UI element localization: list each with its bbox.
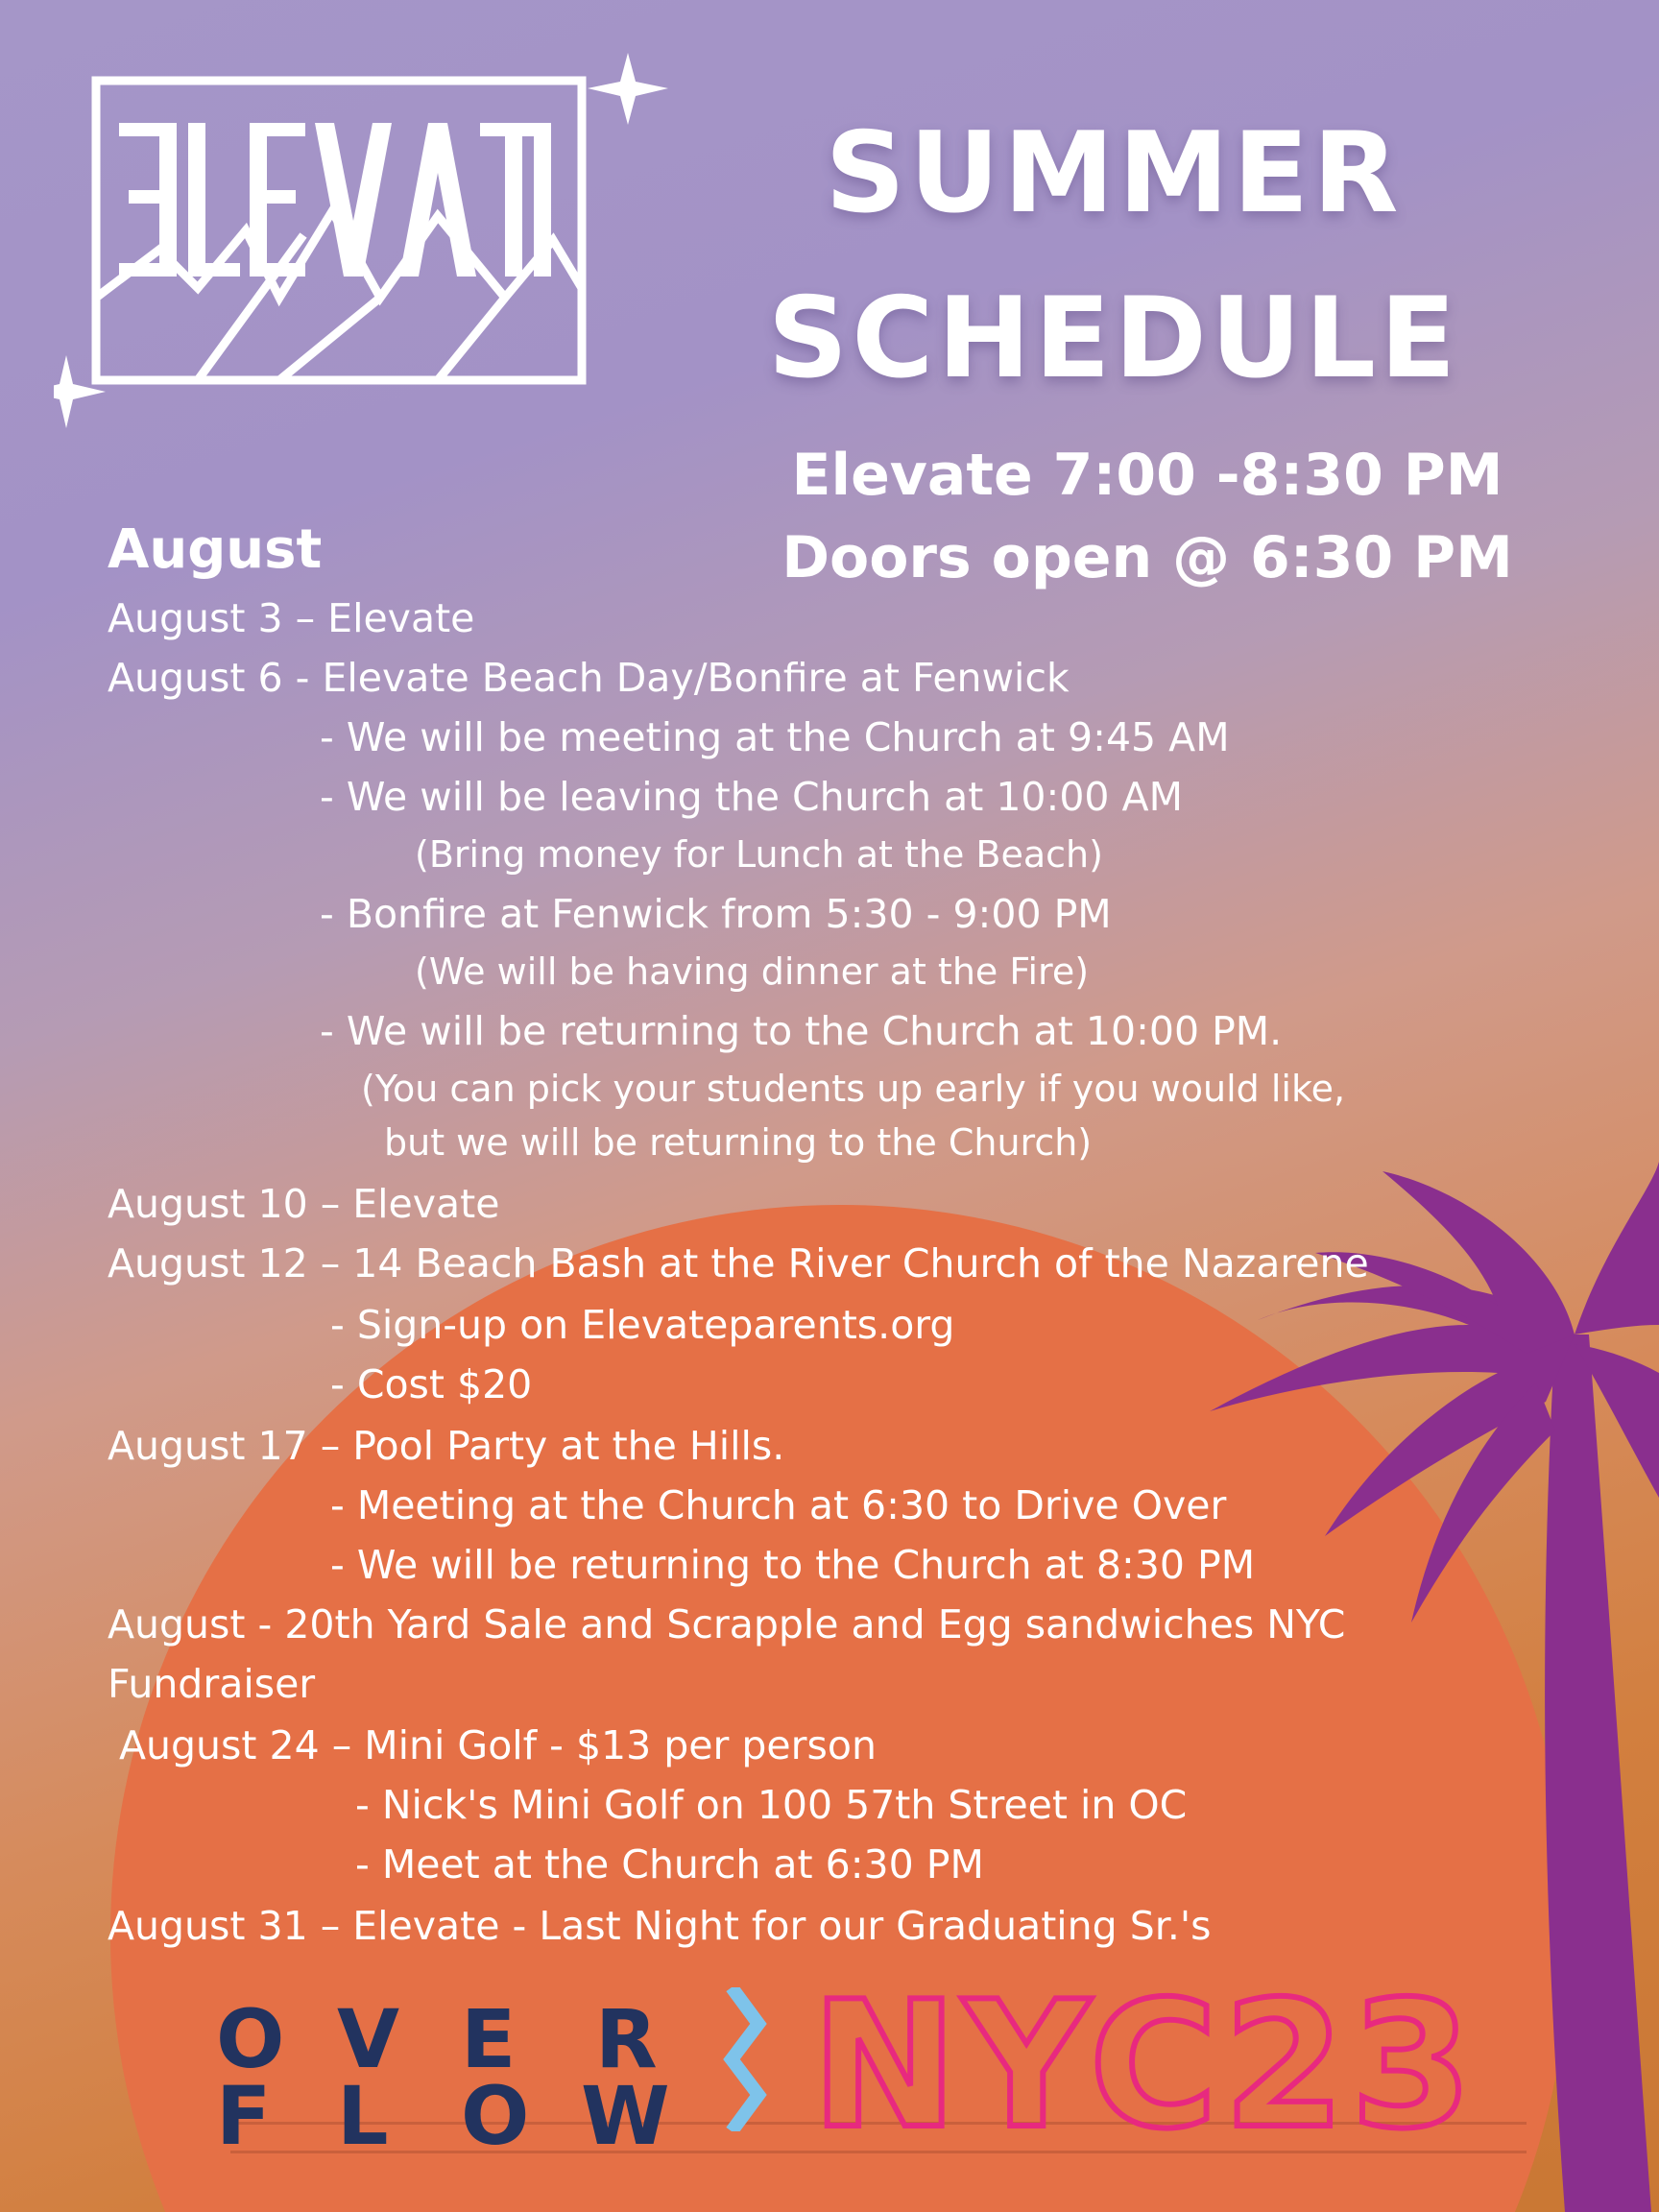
schedule-line: August 17 – Pool Party at the Hills. [108, 1423, 785, 1469]
schedule-line: - We will be returning to the Church at 10:00 PM. [320, 1008, 1283, 1054]
schedule-line: - Nick's Mini Golf on 100 57th Street in OC [355, 1782, 1188, 1828]
schedule-line: (Bring money for Lunch at the Beach) [415, 833, 1103, 876]
month-heading: August [108, 518, 323, 581]
schedule-line: (You can pick your students up early if you would like, [361, 1068, 1346, 1110]
schedule-line: - Bonfire at Fenwick from 5:30 - 9:00 PM [320, 891, 1112, 937]
overflow-letter: F [216, 2069, 272, 2163]
schedule-line: - Meeting at the Church at 6:30 to Drive Over [330, 1482, 1227, 1528]
elevate-logo [54, 10, 697, 432]
schedule-line: August 31 – Elevate - Last Night for our Graduating Sr.'s [108, 1903, 1212, 1949]
overflow-letter: O [216, 1992, 285, 2086]
schedule-line: - We will be meeting at the Church at 9:45 AM [320, 714, 1230, 760]
schedule-line: August 12 – 14 Beach Bash at the River Church of the Nazarene [108, 1240, 1369, 1286]
title-line: SUMMER [825, 108, 1403, 238]
overflow-letter: L [337, 2069, 389, 2163]
schedule-line: - We will be leaving the Church at 10:00 AM [320, 774, 1183, 820]
schedule-line: (We will be having dinner at the Fire) [415, 950, 1090, 993]
schedule-line: - We will be returning to the Church at 8:30 PM [330, 1542, 1256, 1588]
overflow-logo [216, 1992, 670, 2163]
overflow-letter: V [337, 1992, 400, 2086]
page-title [614, 91, 1613, 421]
zigzag-divider-icon [720, 1987, 768, 2131]
schedule-line: - Cost $20 [330, 1361, 533, 1407]
schedule-line: August 3 – Elevate [108, 595, 475, 641]
schedule-line: August 10 – Elevate [108, 1181, 500, 1227]
time-line: Elevate 7:00 -8:30 PM [791, 442, 1503, 509]
schedule-line: - Sign-up on Elevateparents.org [330, 1302, 955, 1348]
meeting-times [672, 434, 1623, 599]
schedule-line: August 24 – Mini Golf - $13 per person [119, 1722, 877, 1768]
schedule-line: but we will be returning to the Church) [384, 1121, 1093, 1164]
time-line: Doors open @ 6:30 PM [781, 524, 1513, 591]
schedule-line: - Meet at the Church at 6:30 PM [355, 1841, 984, 1887]
schedule-line: August - 20th Yard Sale and Scrapple and Egg sandwiches NYC [108, 1601, 1346, 1647]
overflow-letter: O [461, 2069, 530, 2163]
schedule-line: August 6 - Elevate Beach Day/Bonfire at Fenwick [108, 655, 1070, 701]
nyc23-logo: NYC23 [811, 1963, 1479, 2167]
overflow-letter: E [461, 1992, 517, 2086]
overflow-letter: R [595, 1992, 658, 2086]
title-line: SCHEDULE [767, 274, 1460, 403]
overflow-letter: W [581, 2069, 670, 2163]
schedule-line: Fundraiser [108, 1661, 316, 1707]
